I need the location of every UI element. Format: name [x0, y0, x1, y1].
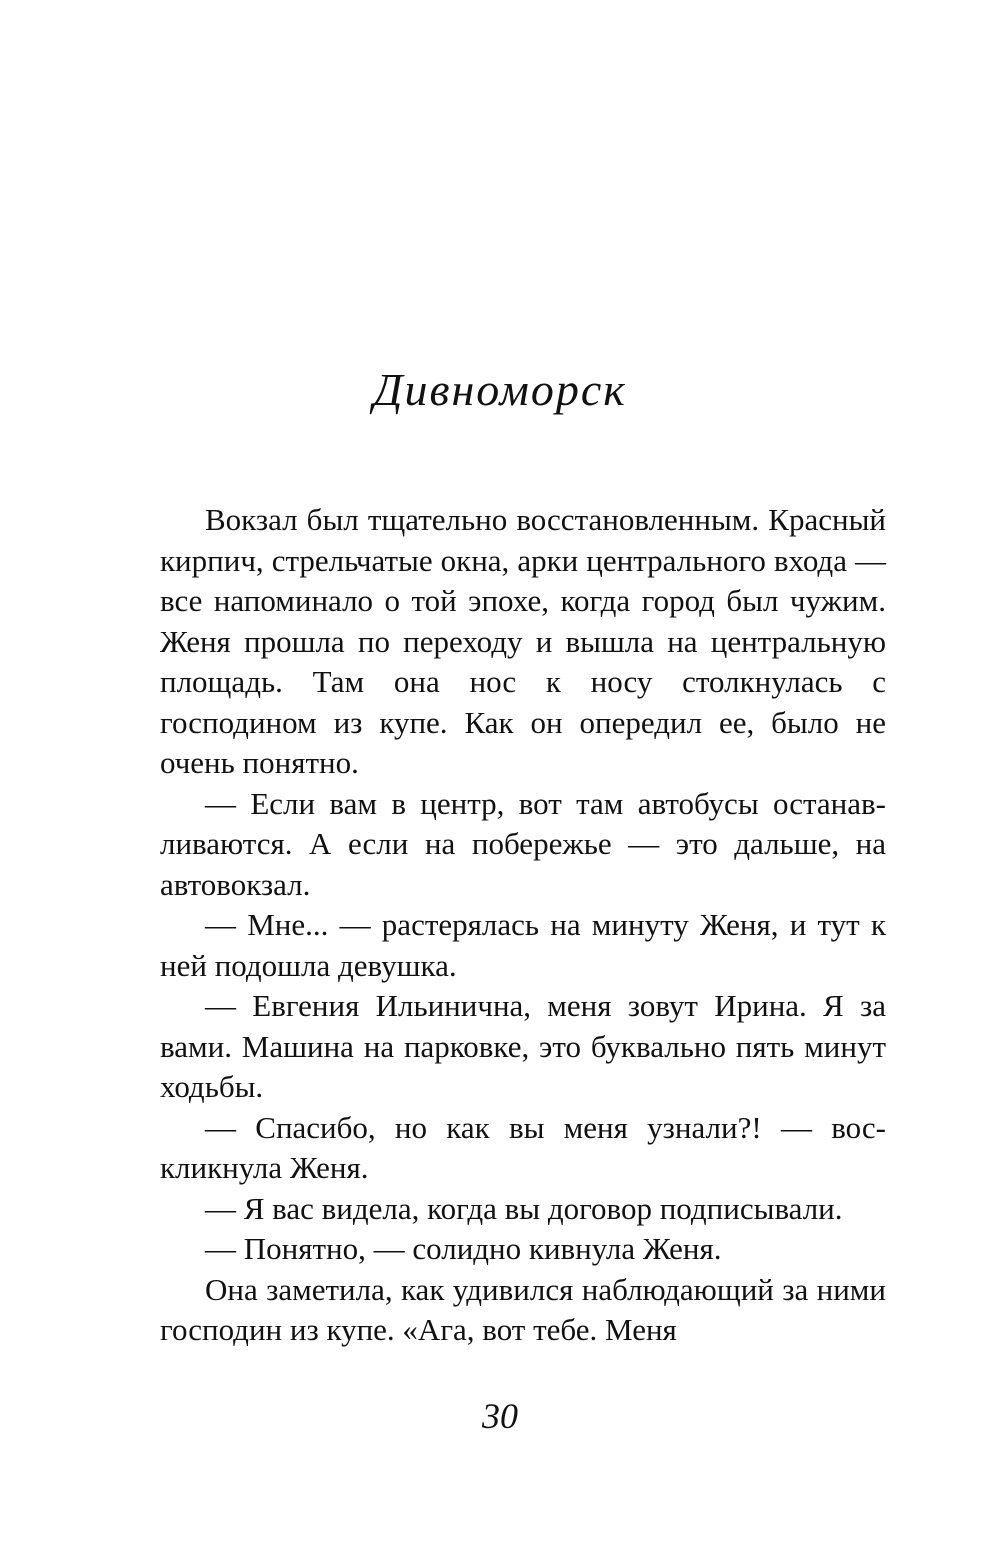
paragraph: — Понятно, — солидно кивнула Женя.	[205, 1231, 722, 1266]
page-number: 30	[482, 1396, 518, 1436]
paragraph: — Евгения Ильинична, меня зовут Ирина. Я за вами. Машина на парковке, это буквально пять минут ходьбы.	[160, 988, 886, 1104]
chapter-title: Дивноморск	[373, 364, 627, 415]
paragraph: Вокзал был тщательно восстановленным. Красный кирпич, стрельчатые окна, арки центрального входа — все напоминало о той эпохе, когда город был чужим. Женя прошла по переходу и вышла на центральную площадь. Там она нос к носу столкнулась с господином из купе. Как он опередил ее, было не очень понятно.	[160, 502, 886, 780]
paragraph: — Спасибо, но как вы меня узнали?! — воскликнула Женя.	[160, 1109, 886, 1185]
paragraph: Она заметила, как удивился наблюдающий за ними господин из купе. «Ага, вот тебе. Меня	[160, 1271, 886, 1347]
paragraph: — Я вас видела, когда вы договор подписывали.	[205, 1190, 843, 1226]
paragraph: — Мне... — растерялась на минуту Женя, и тут к ней подошла девушка.	[160, 907, 886, 983]
body-text	[160, 500, 886, 1351]
paragraph: — Если вам в центр, вот там автобусы останавливаются. А если на побережье — это дальше, на автовокзал.	[160, 785, 886, 902]
